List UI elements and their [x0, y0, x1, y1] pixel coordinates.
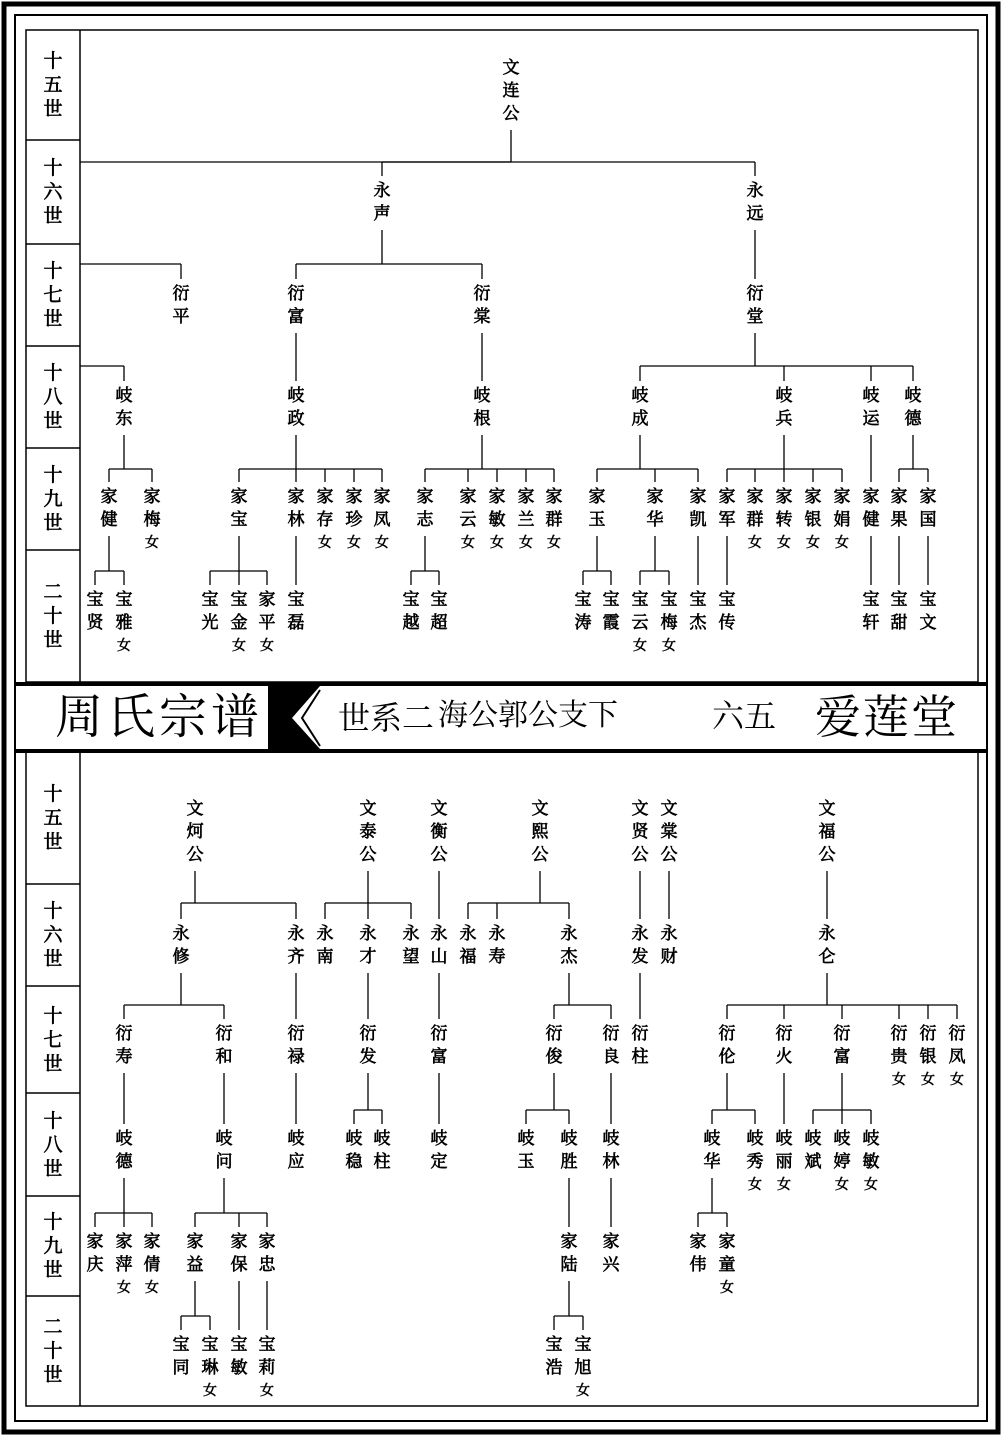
top-person-name: 家 健 — [862, 487, 880, 530]
top-person-name: 宝 雅 女 — [115, 590, 133, 654]
top-person-name: 宝 磊 — [287, 590, 305, 633]
top-person-name: 宝 霞 — [602, 590, 620, 633]
bottom-person-name: 文 泰 公 — [359, 799, 377, 865]
bottom-person-name: 宝 莉 女 — [258, 1335, 276, 1399]
top-person-name: 宝 甜 — [890, 590, 908, 633]
top-person-name: 永 远 — [746, 181, 764, 224]
top-person-name: 衍 棠 — [473, 284, 491, 327]
top-person-name: 家 珍 女 — [345, 487, 363, 551]
top-person-name: 宝 杰 — [689, 590, 707, 633]
bottom-person-name: 家 兴 — [602, 1232, 620, 1275]
top-person-name: 宝 光 — [201, 590, 219, 633]
bottom-generation-label: 十 七 世 — [43, 1004, 63, 1075]
bottom-person-name: 衍 凤 女 — [948, 1024, 966, 1088]
top-person-name: 宝 文 — [919, 590, 937, 633]
bottom-person-name: 岐 德 — [115, 1129, 133, 1172]
top-person-name: 家 健 — [100, 487, 118, 530]
top-generation-label: 十 九 世 — [43, 464, 63, 534]
bottom-person-name: 衍 寿 — [115, 1024, 133, 1067]
top-generation-label: 十 八 世 — [43, 362, 63, 432]
bottom-person-name: 岐 敏 女 — [862, 1129, 880, 1193]
top-person-name: 宝 越 — [402, 590, 420, 633]
bottom-person-name: 文 熙 公 — [531, 799, 549, 865]
bottom-person-name: 家 益 — [186, 1232, 204, 1275]
bottom-person-name: 衍 伦 — [718, 1024, 736, 1067]
bottom-person-name: 永 才 — [359, 924, 377, 967]
bottom-generation-label: 十 九 世 — [43, 1211, 63, 1281]
bottom-person-name: 岐 林 — [602, 1129, 620, 1172]
top-person-name: 家 敏 女 — [488, 487, 506, 551]
bottom-person-name: 宝 浩 — [545, 1335, 563, 1378]
top-generation-label: 十 六 世 — [43, 157, 63, 227]
top-person-name: 文 连 公 — [502, 58, 520, 124]
bottom-person-name: 岐 秀 女 — [746, 1129, 764, 1193]
top-person-name: 宝 传 — [718, 590, 736, 633]
top-person-name: 岐 根 — [473, 386, 491, 429]
bottom-person-name: 岐 华 — [703, 1129, 721, 1172]
bottom-person-name: 岐 丽 女 — [775, 1129, 793, 1193]
top-person-name: 衍 平 — [172, 284, 190, 327]
bottom-person-name: 永 齐 — [287, 924, 305, 967]
bottom-person-name: 永 山 — [430, 924, 448, 967]
top-generation-label: 十 五 世 — [43, 50, 63, 120]
bottom-person-name: 家 陆 — [560, 1232, 578, 1275]
genealogy-title: 周氏宗谱 — [55, 689, 264, 745]
bottom-person-name: 岐 稳 — [345, 1129, 363, 1172]
top-person-name: 家 凯 — [689, 487, 707, 530]
top-person-name: 家 群 女 — [545, 487, 563, 551]
bottom-person-name: 永 财 — [660, 924, 678, 967]
top-person-name: 宝 超 — [430, 590, 448, 633]
fishtail-emblem — [268, 686, 320, 749]
bottom-person-name: 衍 良 — [602, 1024, 620, 1067]
top-person-name: 家 平 女 — [258, 590, 276, 654]
bottom-person-name: 宝 同 — [172, 1335, 190, 1378]
bottom-person-name: 永 寿 — [488, 924, 506, 967]
bottom-person-name: 家 童 女 — [718, 1232, 736, 1296]
bottom-person-name: 永 望 — [402, 924, 420, 967]
top-person-name: 岐 成 — [631, 386, 649, 429]
top-person-name: 家 玉 — [588, 487, 606, 530]
top-generation-label: 十 七 世 — [43, 260, 63, 330]
bottom-person-name: 衍 和 — [215, 1024, 233, 1067]
bottom-person-name: 岐 胜 — [560, 1129, 578, 1172]
bottom-person-name: 永 杰 — [560, 924, 578, 967]
bottom-person-name: 岐 柱 — [373, 1129, 391, 1172]
top-person-name: 家 兰 女 — [517, 487, 535, 551]
top-person-name: 家 志 — [416, 487, 434, 530]
top-person-name: 家 凤 女 — [373, 487, 391, 551]
top-person-name: 宝 梅 女 — [660, 590, 678, 654]
top-person-name: 永 声 — [373, 181, 391, 224]
top-person-name: 宝 金 女 — [230, 590, 248, 654]
bottom-generation-label: 十 六 世 — [43, 900, 63, 970]
bottom-person-name: 岐 斌 — [804, 1129, 822, 1172]
bottom-person-name: 家 庆 — [86, 1232, 104, 1275]
top-person-name: 岐 东 — [115, 386, 133, 429]
top-person-name: 家 银 女 — [804, 487, 822, 551]
top-person-name: 岐 德 — [904, 386, 922, 429]
bottom-person-name: 永 发 — [631, 924, 649, 967]
bottom-person-name: 衍 富 — [430, 1024, 448, 1067]
bottom-person-name: 岐 应 — [287, 1129, 305, 1172]
bottom-person-name: 文 炣 公 — [186, 799, 204, 865]
bottom-person-name: 家 伟 — [689, 1232, 707, 1275]
top-person-name: 宝 云 女 — [631, 590, 649, 654]
top-person-name: 家 国 — [919, 487, 937, 530]
bottom-person-name: 衍 银 女 — [919, 1024, 937, 1088]
top-person-name: 衍 堂 — [746, 284, 764, 327]
top-person-name: 家 娟 女 — [833, 487, 851, 551]
bottom-generation-label: 十 八 世 — [43, 1109, 63, 1180]
bottom-generation-label: 十 五 世 — [43, 783, 63, 853]
top-person-name: 家 云 女 — [459, 487, 477, 551]
branch-label: 海公郭公支下 — [438, 698, 618, 733]
top-person-name: 宝 涛 — [574, 590, 592, 633]
bottom-person-name: 宝 琳 女 — [201, 1335, 219, 1399]
top-person-name: 家 群 女 — [746, 487, 764, 551]
top-person-name: 家 转 女 — [775, 487, 793, 551]
bottom-person-name: 文 福 公 — [818, 799, 836, 865]
top-person-name: 宝 轩 — [862, 590, 880, 633]
top-person-name: 岐 政 — [287, 386, 305, 429]
bottom-person-name: 衍 发 — [359, 1024, 377, 1067]
bottom-person-name: 衍 富 — [833, 1024, 851, 1067]
top-person-name: 家 存 女 — [316, 487, 334, 551]
bottom-person-name: 家 萍 女 — [115, 1232, 133, 1296]
bottom-person-name: 永 南 — [316, 924, 334, 967]
bottom-person-name: 衍 柱 — [631, 1024, 649, 1067]
bottom-person-name: 岐 问 — [215, 1129, 233, 1172]
top-person-name: 宝 贤 — [86, 590, 104, 633]
bottom-person-name: 家 忠 — [258, 1232, 276, 1275]
bottom-person-name: 家 保 — [230, 1232, 248, 1275]
bottom-person-name: 岐 定 — [430, 1129, 448, 1172]
bottom-person-name: 永 修 — [172, 924, 190, 967]
bottom-person-name: 宝 旭 女 — [574, 1335, 592, 1399]
top-person-name: 家 林 — [287, 487, 305, 530]
page-number: 六五 — [712, 697, 777, 735]
top-person-name: 家 梅 女 — [143, 487, 161, 551]
hall-name: 爱莲堂 — [815, 690, 959, 744]
bottom-person-name: 文 棠 公 — [660, 799, 678, 865]
bottom-person-name: 永 福 — [459, 924, 477, 967]
top-person-name: 家 军 — [718, 487, 736, 530]
bottom-person-name: 文 衡 公 — [430, 799, 448, 865]
top-generation-label: 二 十 世 — [43, 581, 63, 651]
bottom-person-name: 家 倩 女 — [143, 1232, 161, 1296]
top-person-name: 衍 富 — [287, 284, 305, 327]
top-person-name: 家 华 — [646, 487, 664, 530]
top-person-name: 家 宝 — [230, 487, 248, 530]
bottom-person-name: 文 贤 公 — [631, 799, 649, 865]
bottom-person-name: 永 仑 — [818, 924, 836, 967]
bottom-person-name: 衍 禄 — [287, 1024, 305, 1067]
bottom-person-name: 岐 玉 — [517, 1129, 535, 1172]
bottom-generation-label: 二 十 世 — [43, 1316, 63, 1386]
top-person-name: 岐 兵 — [775, 386, 793, 429]
top-person-name: 家 果 — [890, 487, 908, 530]
bottom-person-name: 衍 俊 — [545, 1024, 563, 1067]
bottom-person-name: 岐 婷 女 — [833, 1129, 851, 1193]
section-label: 世系二 — [338, 699, 435, 737]
bottom-person-name: 衍 贵 女 — [890, 1024, 908, 1088]
bottom-person-name: 宝 敏 — [230, 1335, 248, 1378]
top-person-name: 岐 运 — [862, 386, 880, 429]
bottom-person-name: 衍 火 — [775, 1024, 793, 1067]
